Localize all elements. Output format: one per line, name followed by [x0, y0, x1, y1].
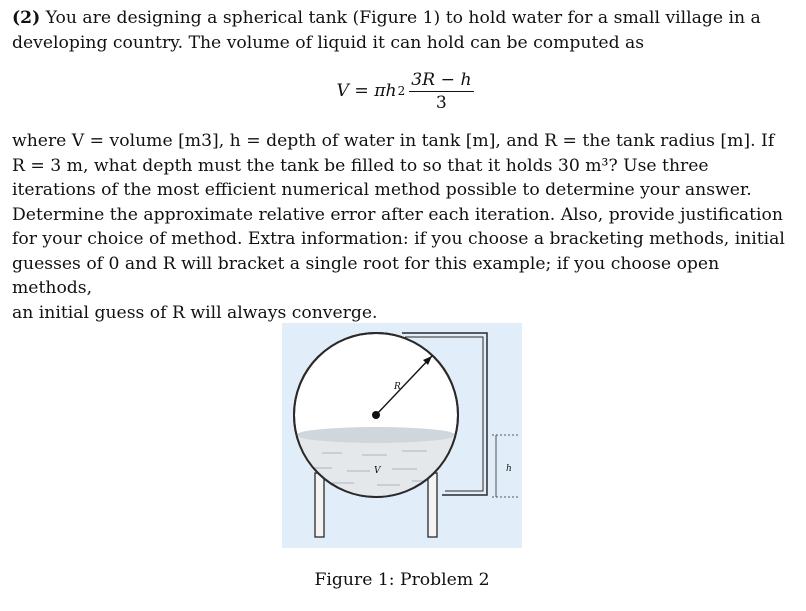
problem-body	[12, 129, 798, 325]
tank-leg-right	[428, 473, 437, 537]
label-h: h	[506, 464, 512, 474]
body-line-5: for your choice of method. Extra information: if you choose a bracketing methods, initial	[12, 229, 785, 249]
body-line-7: an initial guess of R will always converge.	[12, 302, 378, 323]
figure-caption: Figure 1: Problem 2	[314, 570, 490, 590]
label-R: R	[394, 382, 401, 392]
equation-fraction	[409, 69, 473, 114]
equation-exponent: 2	[397, 84, 406, 99]
volume-equation	[12, 69, 798, 121]
tank-leg-left	[315, 473, 324, 537]
tank-diagram	[282, 323, 522, 548]
label-V: V	[374, 466, 381, 476]
body-line-3: iterations of the most efficient numerical method possible to determine your answer.	[12, 180, 752, 200]
body-line-6: guesses of 0 and R will bracket a single root for this example; if you choose open methods,	[12, 253, 720, 298]
problem-statement	[12, 6, 798, 325]
body-line-4: Determine the approximate relative error after each iteration. Also, provide justification	[12, 204, 783, 225]
intro-text: You are designing a spherical tank (Figure 1) to hold water for a small village in a developing country. The volume of liquid it can hold can be computed as	[12, 8, 761, 53]
body-line-2: R = 3 m, what depth must the tank be filled to so that it holds 30 m³? Use three	[12, 155, 709, 176]
equation-numerator: 3R − h	[411, 70, 472, 90]
tank-figure	[282, 323, 522, 548]
equation-lhs: V = πh	[336, 81, 397, 102]
problem-number: (2)	[12, 8, 41, 28]
depth-dimension	[492, 435, 518, 497]
body-line-1: where V = volume [m3], h = depth of water in tank [m], and R = the tank radius [m]. If	[12, 131, 775, 151]
equation-denominator: 3	[435, 93, 447, 113]
problem-intro	[12, 6, 798, 55]
water-volume	[282, 427, 482, 523]
